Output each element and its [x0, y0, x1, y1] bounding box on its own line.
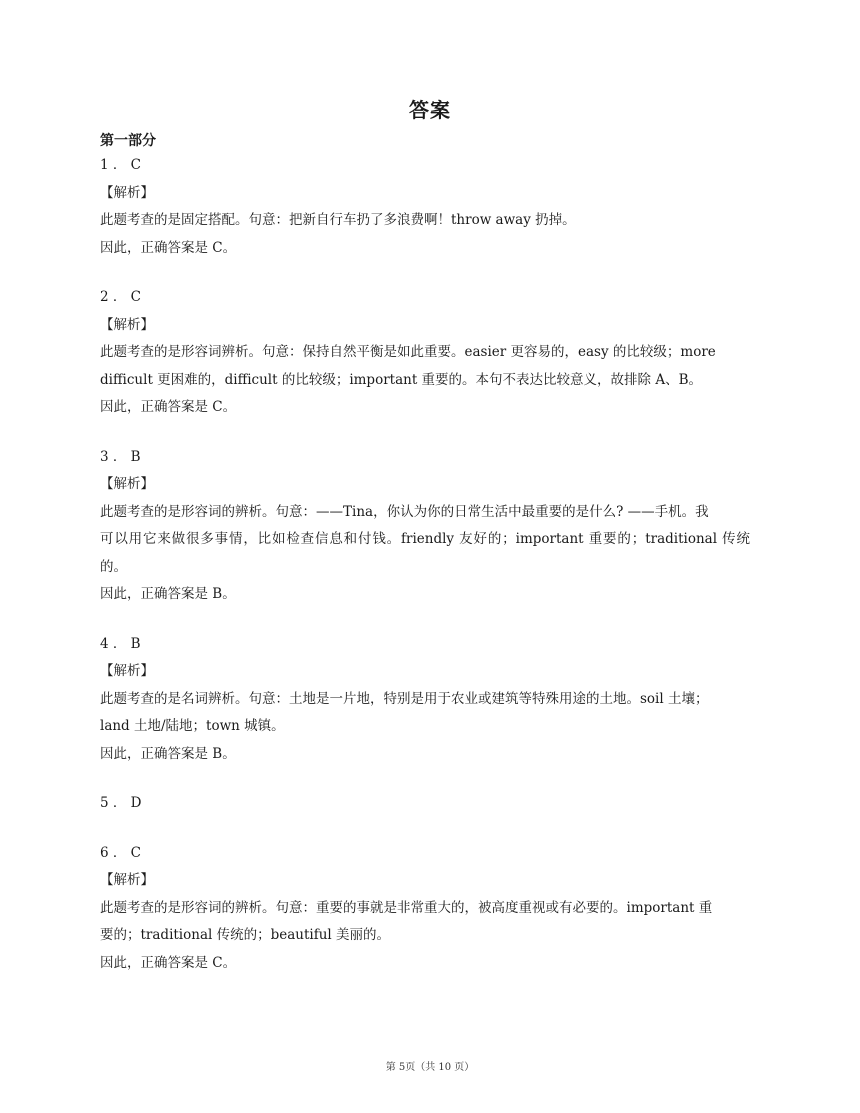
- analysis-text-line: 要的；traditional 传统的；beautiful 美丽的。: [100, 927, 391, 943]
- answer-item: [100, 444, 750, 609]
- analysis-text-line: 此题考查的是形容词的辨析。句意：重要的事就是非常重大的，被高度重视或有必要的。important 重: [100, 899, 713, 916]
- analysis-text-line: 可以用它来做很多事情，比如检查信息和付钱。friendly 友好的；important 重要的；traditional 传统的。: [100, 531, 750, 575]
- analysis-text-line: 因此，正确答案是 B。: [100, 745, 236, 762]
- answer-number: 5 ． D: [100, 795, 142, 811]
- answer-item: [100, 284, 750, 422]
- answer-number: 4 ． B: [100, 635, 141, 652]
- analysis-text-line: 此题考查的是固定搭配。句意：把新自行车扔了多浪费啊！throw away 扔掉。: [100, 212, 576, 228]
- analysis-text-line: 因此，正确答案是 C。: [100, 399, 237, 415]
- answer-content: [100, 130, 750, 999]
- analysis-label: 【解析】: [100, 476, 154, 492]
- answer-item: [100, 840, 750, 978]
- analysis-text-line: difficult 更困难的，difficult 的比较级；important 重要的。本句不表达比较意义，故排除 A、B。: [100, 371, 703, 388]
- page-footer: 第 5页（共 10 页）: [385, 1062, 475, 1073]
- analysis-label: 【解析】: [100, 316, 154, 333]
- analysis-text-line: 此题考查的是形容词的辨析。句意：——Tina，你认为你的日常生活中最重要的是什么? ——手机。我: [100, 503, 709, 520]
- answer-item: [100, 631, 750, 769]
- answer-item: [100, 152, 750, 262]
- analysis-label: 【解析】: [100, 663, 154, 679]
- analysis-text-line: 因此，正确答案是 C。: [100, 954, 237, 971]
- question-list: [100, 152, 750, 977]
- analysis-label: 【解析】: [100, 872, 154, 888]
- answer-number: 6 ． C: [100, 844, 142, 861]
- page-title: 答案: [409, 98, 451, 122]
- analysis-text-line: 因此，正确答案是 B。: [100, 586, 236, 602]
- analysis-text-line: 因此，正确答案是 C。: [100, 239, 237, 256]
- answer-number: 2 ． C: [100, 289, 142, 305]
- answer-item: [100, 790, 750, 818]
- answer-number: 1 ． C: [100, 157, 142, 173]
- section-heading: 第一部分: [100, 133, 156, 149]
- analysis-text-line: land 土地/陆地；town 城镇。: [100, 718, 285, 734]
- analysis-text-line: 此题考查的是形容词辨析。句意：保持自然平衡是如此重要。easier 更容易的，easy 的比较级；more: [100, 344, 716, 360]
- answer-number: 3 ． B: [100, 448, 141, 465]
- analysis-label: 【解析】: [100, 184, 154, 201]
- analysis-text-line: 此题考查的是名词辨析。句意：土地是一片地，特别是用于农业或建筑等特殊用途的土地。soil 土壤；: [100, 690, 709, 707]
